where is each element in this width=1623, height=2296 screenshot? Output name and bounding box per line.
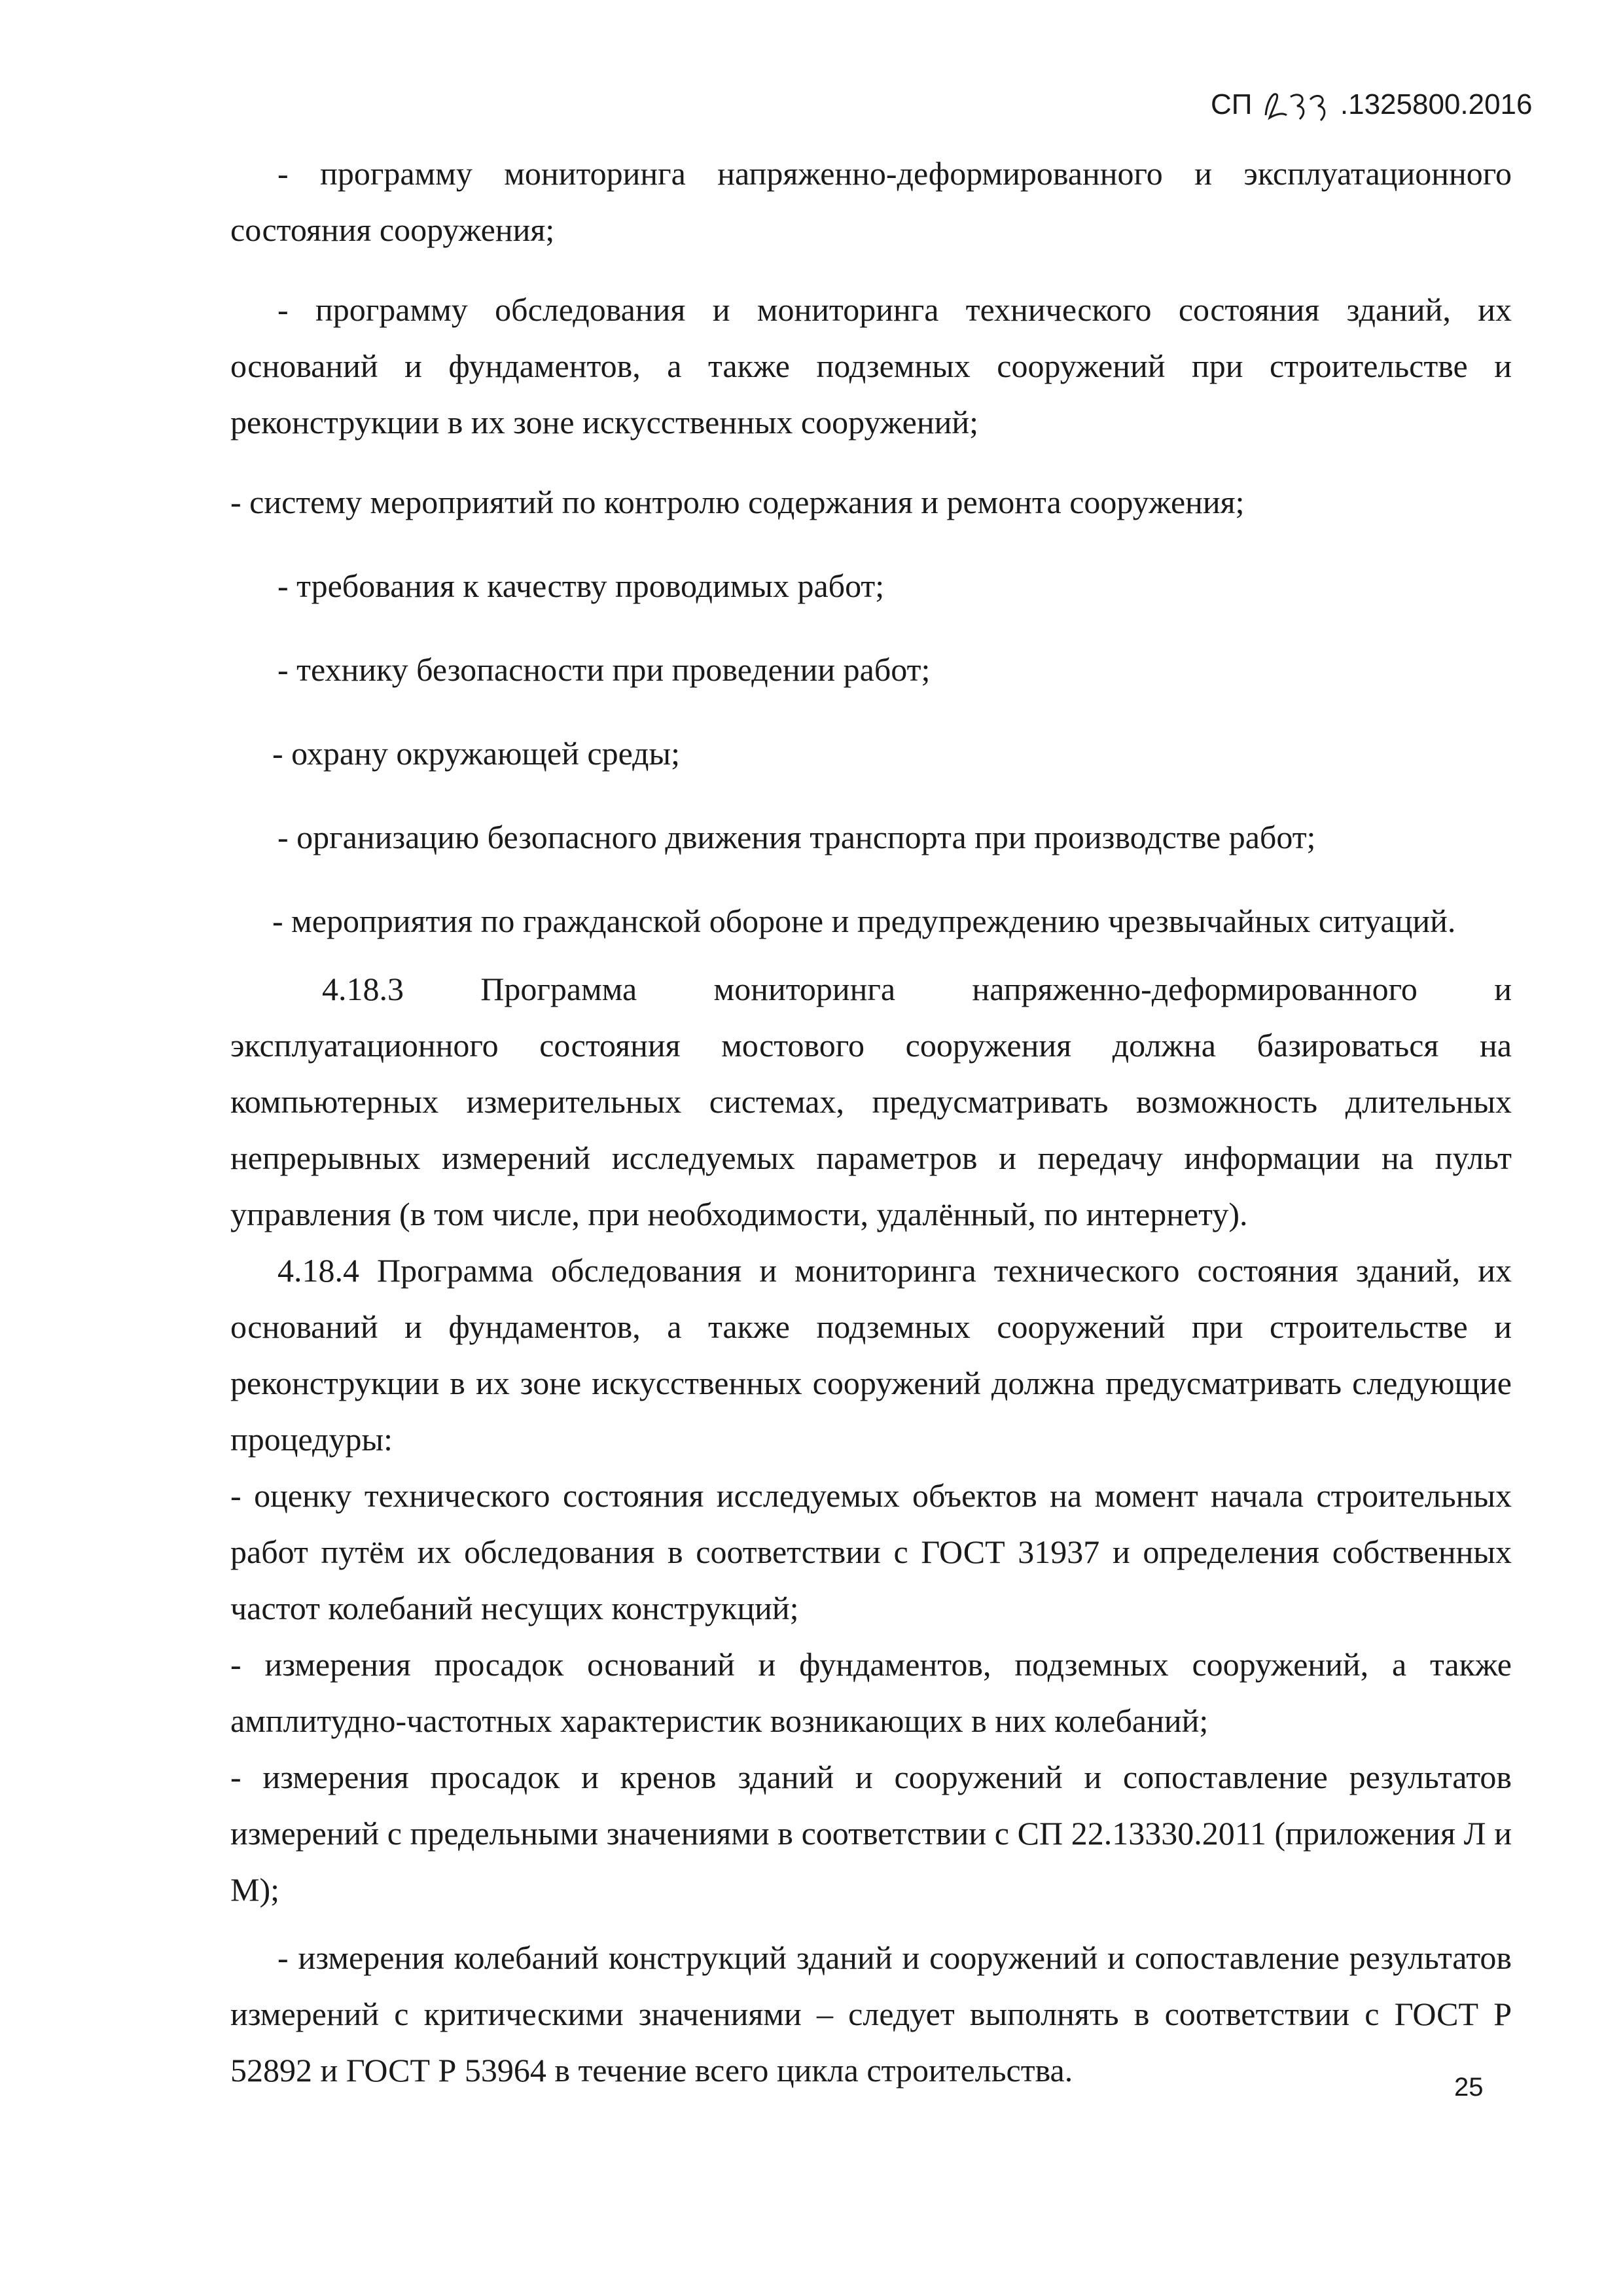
list-item-civil-defense: - мероприятия по гражданской обороне и предупреждению чрезвычайных ситуаций. — [272, 903, 1456, 939]
code-prefix: СП — [1211, 88, 1253, 120]
list-item-environment: - охрану окружающей среды; — [272, 735, 681, 772]
list-item-maintenance-measures: - систему мероприятий по контролю содержания и ремонта сооружения; — [230, 484, 1245, 520]
clause-4-18-3: 4.18.3 Программа мониторинга напряженно-деформированного и эксплуатационного состояния мостового сооружения должна базироваться на компьютерных измерительных системах, предусматривать возможность длительных непрерывных измерений исследуемых параметров и передачу информации на пульт управления (в том числе, при необходимости, удалённый, по интернету). — [230, 971, 1512, 1232]
list-item-safety: - технику безопасности при проведении работ; — [277, 651, 931, 688]
procedure-item-settlement: - измерения просадок оснований и фундаментов, подземных сооружений, а также амплитудно-частотных характеристик возникающих в них колебаний; — [230, 1646, 1512, 1739]
list-item-inspection-program: - программу обследования и мониторинга технического состояния зданий, их оснований и фундаментов, а также подземных сооружений при строительстве и реконструкции в их зоне искусственных сооружений; — [230, 291, 1512, 440]
procedure-item-assessment: - оценку технического состояния исследуемых объектов на момент начала строительных работ путём их обследования в соответствии с ГОСТ 31937 и определения собственных частот колебаний несущих конструкций; — [230, 1477, 1512, 1626]
document-code-header — [1211, 85, 1533, 126]
handwritten-number-signature — [1260, 86, 1332, 126]
clause-4-18-4: 4.18.4 Программа обследования и мониторинга технического состояния зданий, их оснований и фундаментов, а также подземных сооружений при строительстве и реконструкции в их зоне искусственных сооружений должна предусматривать следующие процедуры: — [230, 1252, 1512, 1458]
list-item-monitoring-program: - программу мониторинга напряженно-деформированного и эксплуатационного состояния сооружения; — [230, 155, 1512, 248]
procedure-item-vibration: - измерения колебаний конструкций зданий и сооружений и сопоставление результатов измерений с критическими значениями – следует выполнять в соответствии с ГОСТ Р 52892 и ГОСТ Р 53964 в течение всего цикла строительства. — [230, 1939, 1512, 2089]
list-item-traffic: - организацию безопасного движения транспорта при производстве работ; — [277, 819, 1316, 855]
code-suffix: .1325800.2016 — [1340, 88, 1533, 120]
list-item-quality-requirements: - требования к качеству проводимых работ; — [277, 567, 885, 604]
page-number: 25 — [1454, 2073, 1484, 2102]
document-body — [230, 145, 1512, 2098]
procedure-item-tilt: - измерения просадок и кренов зданий и сооружений и сопоставление результатов измерений с предельными значениями в соответствии с СП 22.13330.2011 (приложения Л и М); — [230, 1759, 1512, 1908]
